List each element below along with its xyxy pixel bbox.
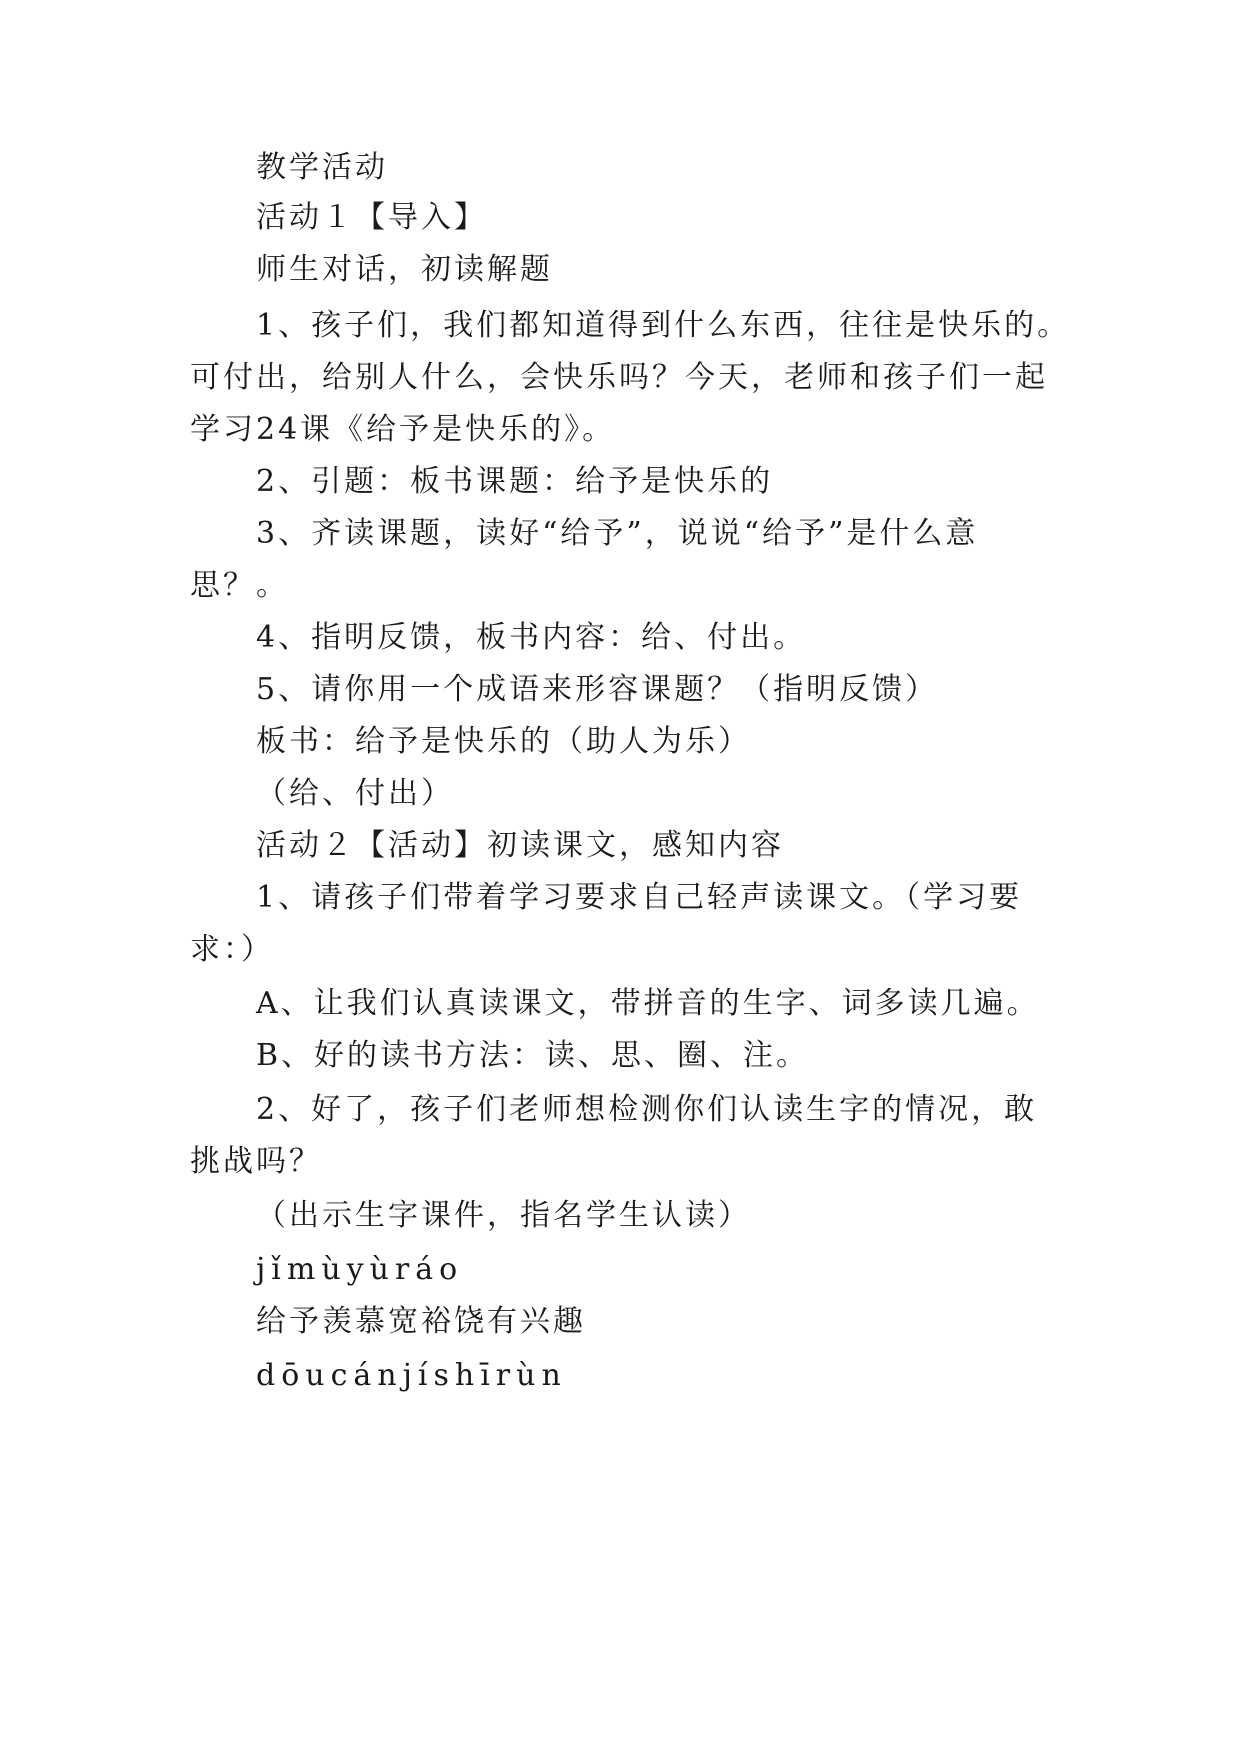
- paragraph-line: 4、指明反馈，板书内容：给、付出。: [256, 620, 807, 655]
- paragraph-line: A、让我们认真读课文，带拼音的生字、词多读几遍。: [256, 986, 1040, 1021]
- paragraph-line: 思？。: [190, 568, 289, 603]
- activity-1-heading: 活动１【导入】: [256, 200, 487, 235]
- paragraph-line: 1、请孩子们带着学习要求自己轻声读课文。（学习要: [256, 880, 1023, 915]
- paragraph-line: 2、引题：板书课题：给予是快乐的: [256, 464, 774, 499]
- paragraph-line: 学习24课《给予是快乐的》。: [190, 412, 616, 447]
- paragraph-line: （出示生字课件，指名学生认读）: [256, 1198, 751, 1233]
- paragraph-line: 挑战吗？: [190, 1144, 322, 1179]
- pinyin-line: dōucánjíshīrùn: [256, 1358, 567, 1393]
- paragraph-line: （给、付出）: [256, 776, 454, 811]
- pinyin-line: jǐmùyùráo: [256, 1252, 464, 1287]
- activity-2-heading: 活动２【活动】初读课文，感知内容: [256, 828, 784, 863]
- section-heading: 教学活动: [256, 150, 388, 185]
- paragraph-line: B、好的读书方法：读、思、圈、注。: [256, 1038, 810, 1073]
- characters-line: 给予羡慕宽裕饶有兴趣: [256, 1304, 586, 1339]
- paragraph-line: 板书：给予是快乐的（助人为乐）: [256, 724, 751, 759]
- paragraph-line: 2、好了，孩子们老师想检测你们认读生字的情况，敢: [256, 1092, 1038, 1127]
- paragraph-line: 1、孩子们，我们都知道得到什么东西，往往是快乐的。: [256, 308, 1071, 343]
- paragraph-line: 5、请你用一个成语来形容课题？（指明反馈）: [256, 672, 939, 707]
- paragraph-line: 3、齐读课题，读好“给予”，说说“给予”是什么意: [256, 516, 979, 551]
- paragraph-line: 可付出，给别人什么，会快乐吗？今天，老师和孩子们一起: [190, 360, 1048, 395]
- paragraph-line: 求：）: [190, 932, 274, 967]
- paragraph-line: 师生对话，初读解题: [256, 252, 553, 287]
